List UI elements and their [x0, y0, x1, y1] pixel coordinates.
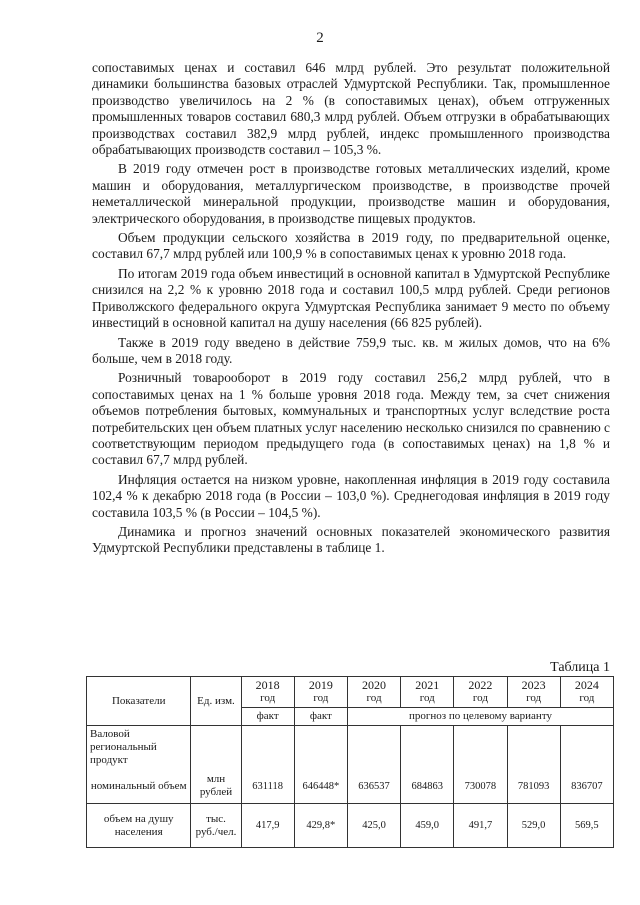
row-value: 459,0	[401, 804, 454, 848]
row-value: 417,9	[241, 804, 294, 848]
indicators-table	[86, 676, 614, 848]
header-year: 2024 год	[560, 677, 613, 708]
row-value: 529,0	[507, 804, 560, 848]
row-value: 425,0	[347, 804, 400, 848]
section-row	[87, 726, 614, 770]
table-row	[87, 770, 614, 804]
header-year: 2019 год	[294, 677, 347, 708]
page-number: 2	[316, 30, 324, 46]
status-fact: факт	[241, 708, 294, 726]
header-year: 2022 год	[454, 677, 507, 708]
paragraph: По итогам 2019 года объем инвестиций в основной капитал в Удмуртской Республике снизился на 2,2 % к уровню 2018 года и составил 100,5 млрд рублей. Среди регионов Приволжского федерального округа Удмуртская Республика занимает 9 место по объему инвестиций в основной капитал на душу населения (66 825 рублей).	[92, 265, 610, 331]
row-value: 491,7	[454, 804, 507, 848]
paragraph: сопоставимых ценах и составил 646 млрд рублей. Это результат положительной динамики большинства базовых отраслей Удмуртской Республики. Так, промышленное производство увеличилось на 2 % (в сопоставимых ценах), объем отгруженных промышленных товаров составил 680,3 млрд рублей. Объем отгрузки в обрабатывающих производствах составил 382,9 млрд рублей, индекс промышленного производства обрабатывающих производств составил – 105,3 %.	[92, 60, 610, 158]
paragraph: Объем продукции сельского хозяйства в 2019 году, по предварительной оценке, составил 67,7 млрд рублей или 100,9 % в сопоставимых ценах к уровню 2018 года.	[92, 230, 610, 262]
row-value: 631118	[241, 770, 294, 804]
paragraph: Также в 2019 году введено в действие 759,9 тыс. кв. м жилых домов, что на 6% больше, чем в 2018 году.	[92, 334, 610, 366]
row-value: 569,5	[560, 804, 613, 848]
status-fact: факт	[294, 708, 347, 726]
row-label: номинальный объем	[87, 770, 191, 804]
row-value: 636537	[347, 770, 400, 804]
row-value: 781093	[507, 770, 560, 804]
header-year: 2018 год	[241, 677, 294, 708]
header-year: 2020 год	[347, 677, 400, 708]
header-unit: Ед. изм.	[191, 677, 241, 726]
row-value: 646448*	[294, 770, 347, 804]
header-indicator: Показатели	[87, 677, 191, 726]
paragraph: Инфляция остается на низком уровне, накопленная инфляция в 2019 году составила 102,4 % к декабрю 2018 года (в России – 103,0 %). Среднегодовая инфляция в 2019 году составила 103,5 % (в России – 104,5 %).	[92, 471, 610, 520]
row-label: объем на душу населения	[87, 804, 191, 848]
status-forecast: прогноз по целевому варианту	[347, 708, 613, 726]
body-text	[92, 60, 610, 560]
row-value: 684863	[401, 770, 454, 804]
paragraph: Розничный товарооборот в 2019 году составил 256,2 млрд рублей, что в сопоставимых ценах на 1 % больше уровня 2018 года. Между тем, за счет снижения объемов потребления бытовых, коммунальных и транспортных услуг вследствие роста потребительских цен объем платных услуг населению несколько снизился по сравнению с соответствующим периодом предыдущего года (в сопоставимых ценах) на 1,8 % и составил 67,7 млрд рублей.	[92, 370, 610, 468]
header-year: 2021 год	[401, 677, 454, 708]
table-row	[87, 804, 614, 848]
row-value: 836707	[560, 770, 613, 804]
header-row-years	[87, 677, 614, 708]
paragraph: Динамика и прогноз значений основных показателей экономического развития Удмуртской Республики представлены в таблице 1.	[92, 523, 610, 556]
table-caption: Таблица 1	[550, 660, 610, 675]
row-unit: тыс. руб./чел.	[191, 804, 241, 848]
paragraph: В 2019 году отмечен рост в производстве готовых металлических изделий, кроме машин и оборудования, металлургическом производстве, в производстве прочей неметаллической минеральной продукции, производстве машин и оборудования, электрического оборудования, в производстве пищевых продуктов.	[92, 161, 610, 226]
row-value: 429,8*	[294, 804, 347, 848]
section-title: Валовой региональный продукт	[87, 726, 191, 770]
row-unit: млн рублей	[191, 770, 241, 804]
row-value: 730078	[454, 770, 507, 804]
header-year: 2023 год	[507, 677, 560, 708]
